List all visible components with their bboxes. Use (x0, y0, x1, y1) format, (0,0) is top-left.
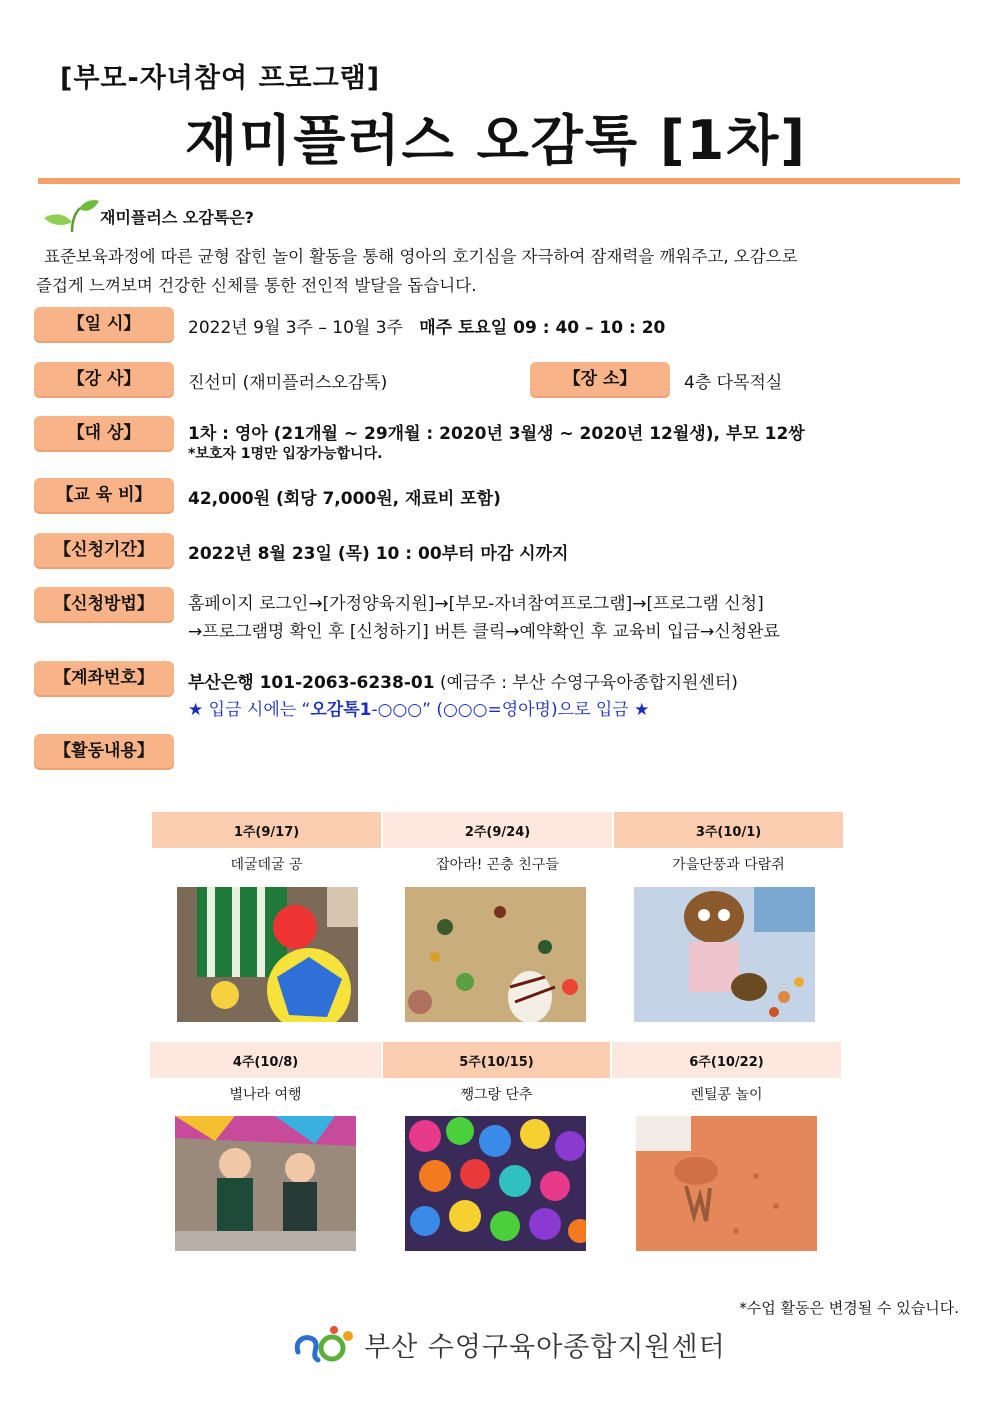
deposit-pre: ★ 입금 시에는 “ (188, 700, 311, 720)
intro-line-1: 표준보육과정에 따른 균형 잡힌 놀이 활동을 통해 영아의 호기심을 자극하여 잠재력을 깨워주고, 오감으로 (44, 247, 798, 266)
title-divider (38, 178, 960, 184)
activity-title: 가을단풍과 다람쥐 (672, 857, 785, 873)
instructor-label: 【강 사】 (34, 362, 174, 396)
account-holder: (예금주 : 부산 수영구육아종합지원센터) (439, 673, 738, 693)
activity-title: 쨍그랑 단추 (460, 1087, 533, 1103)
deposit-key: 오감톡1 (310, 700, 372, 720)
period-value: 2022년 8월 23일 (목) 10 : 00부터 마감 시까지 (188, 544, 569, 564)
week-header: 4주(10/8) (150, 1042, 381, 1078)
target-value: 1차 : 영아 (21개월 ~ 29개월 : 2020년 3월생 ~ 2020년 12월생), 부모 12쌍 (188, 424, 805, 444)
week-header: 2주(9/24) (383, 812, 612, 848)
change-notice: *수업 활동은 변경될 수 있습니다. (739, 1299, 959, 1317)
place-value: 4층 다목적실 (684, 373, 783, 393)
account-number: 부산은행 101-2063-6238-01 (188, 673, 435, 693)
method-line-2: →프로그램명 확인 후 [신청하기] 버튼 클릭→예약확인 후 교육비 입금→신청완료 (188, 622, 780, 642)
schedule-date: 2022년 9월 3주 – 10월 3주 (188, 318, 403, 338)
period-label: 【신청기간】 (34, 533, 174, 567)
center-logo-icon (292, 1322, 354, 1366)
target-note: *보호자 1명만 입장가능합니다. (188, 446, 383, 462)
deposit-post: -○○○” (○○○=영아명)으로 입금 ★ (371, 700, 650, 720)
week-header: 3주(10/1) (614, 812, 843, 848)
activity-title: 잡아라! 곤충 친구들 (436, 857, 559, 873)
fee-label: 【교 육 비】 (34, 478, 174, 512)
activity-title: 데굴데굴 공 (230, 857, 303, 873)
deposit-instruction (188, 695, 649, 720)
activity-title: 렌틸콩 놀이 (690, 1087, 763, 1103)
account-value (188, 668, 738, 693)
intro-text (36, 242, 958, 300)
activity-table-1 (150, 812, 845, 880)
program-type: [부모-자녀참여 프로그램] (60, 63, 381, 94)
activities-label: 【활동내용】 (34, 734, 174, 768)
week-header: 5주(10/15) (383, 1042, 610, 1078)
lentil-play-photo (636, 1116, 817, 1251)
schedule-time: 매주 토요일 09 : 40 – 10 : 20 (419, 318, 666, 338)
activity-table-2 (148, 1042, 843, 1110)
schedule-label: 【일 시】 (34, 307, 174, 341)
sprout-icon (42, 198, 100, 234)
intro-line-2: 즐겁게 느껴보며 건강한 신체를 통한 전인적 발달을 돕습니다. (36, 276, 477, 295)
schedule-value (188, 313, 665, 338)
method-line-1: 홈페이지 로그인→[가정양육지원]→[부모-자녀참여프로그램]→[프로그램 신청] (188, 594, 764, 614)
week-header: 1주(9/17) (152, 812, 381, 848)
page-title: 재미플러스 오감톡 [1차] (184, 109, 807, 172)
org-name: 부산 수영구육아종합지원센터 (364, 1332, 726, 1363)
place-label: 【장 소】 (530, 362, 670, 396)
insect-play-photo (405, 887, 586, 1022)
star-trip-photo (175, 1116, 356, 1251)
target-label: 【대 상】 (34, 416, 174, 450)
activity-title: 별나라 여행 (229, 1087, 302, 1103)
squirrel-play-photo (634, 887, 815, 1022)
week-header: 6주(10/22) (612, 1042, 841, 1078)
instructor-value: 진선미 (재미플러스오감톡) (188, 373, 388, 393)
intro-heading: 재미플러스 오감톡은? (100, 208, 254, 227)
account-label: 【계좌번호】 (34, 661, 174, 695)
ball-play-photo (177, 887, 358, 1022)
fee-value: 42,000원 (회당 7,000원, 재료비 포함) (188, 489, 501, 509)
method-label: 【신청방법】 (34, 587, 174, 621)
buttons-play-photo (405, 1116, 586, 1251)
